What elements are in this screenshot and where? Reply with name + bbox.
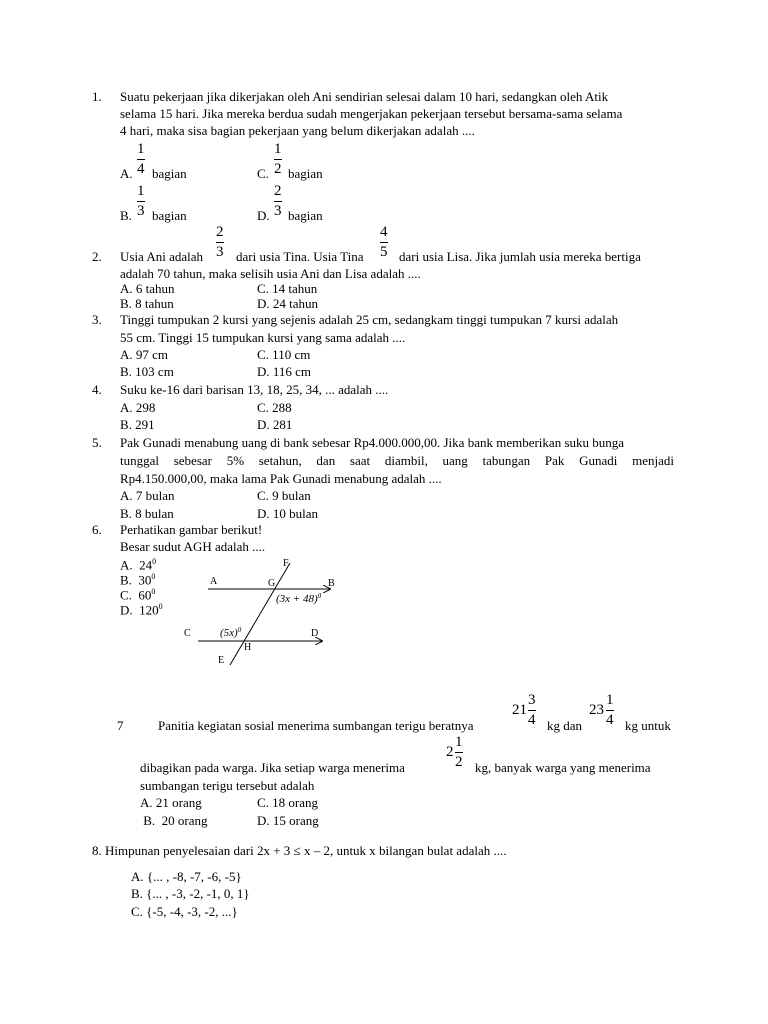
question-line: 55 cm. Tinggi 15 tumpukan kursi yang sama adalah ....	[120, 330, 406, 345]
option: C. 14 tahun	[257, 281, 318, 296]
fraction: 4 5	[380, 224, 388, 260]
question-text: kg, banyak warga yang menerima	[475, 760, 651, 775]
option: B. {... , -3, -2, -1, 0, 1}	[131, 886, 250, 901]
mixed-whole: 23	[589, 702, 604, 718]
option: C. 110 cm	[257, 347, 311, 362]
mixed-whole: 2	[446, 744, 454, 760]
option-letter: C.	[257, 166, 269, 181]
question-number: 2.	[92, 249, 102, 264]
question-number: 3.	[92, 312, 102, 327]
option-fraction: 1 4	[137, 141, 145, 177]
option: D. 15 orang	[257, 813, 319, 828]
label-a: A	[210, 576, 218, 587]
label-f: F	[283, 558, 289, 569]
option: C. 288	[257, 400, 292, 415]
option: B. 20 orang	[140, 813, 208, 828]
question-line: 4 hari, maka sisa bagian pekerjaan yang belum dikerjakan adalah ....	[120, 123, 475, 138]
option: B. 8 tahun	[120, 296, 174, 311]
question-text: 8. Himpunan penyelesaian dari 2x + 3 ≤ x – 2, untuk x bilangan bulat adalah ....	[92, 843, 507, 858]
question-line: Perhatikan gambar berikut!	[120, 522, 263, 537]
option: C. 18 orang	[257, 795, 319, 810]
option: A. 7 bulan	[120, 488, 175, 503]
option: A. 6 tahun	[120, 281, 175, 296]
question-text: dari usia Lisa. Jika jumlah usia mereka bertiga	[399, 249, 641, 264]
question-line: Rp4.150.000,00, maka lama Pak Gunadi menabung adalah ....	[120, 471, 442, 486]
option-unit: bagian	[288, 208, 323, 223]
question-text: Usia Ani adalah	[120, 249, 204, 264]
option-unit: bagian	[152, 208, 187, 223]
transversal-ef	[230, 563, 290, 665]
fraction: 1 4	[606, 692, 614, 728]
option-fraction: 1 2	[274, 141, 282, 177]
option: A. {... , -8, -7, -6, -5}	[131, 869, 242, 884]
question-line: Pak Gunadi menabung uang di bank sebesar Rp4.000.000,00. Jika bank memberikan suku bunga	[120, 435, 625, 450]
option-fraction: 1 3	[137, 183, 145, 219]
option: B. $30^0$	[120, 572, 156, 588]
question-number: 5.	[92, 435, 102, 450]
question-text: kg untuk	[625, 718, 671, 733]
option-unit: bagian	[288, 166, 323, 181]
label-d: D	[311, 628, 319, 639]
option: C. $60^0$	[120, 587, 156, 603]
fraction: 2 3	[216, 224, 224, 260]
question-line: Suatu pekerjaan jika dikerjakan oleh Ani sendirian selesai dalam 10 hari, sedangkan oleh Atik	[120, 89, 609, 104]
label-angle-1: $(3x + 48)^0$	[276, 592, 322, 605]
question-text: Panitia kegiatan sosial menerima sumbangan terigu beratnya	[158, 718, 474, 733]
option: A. $24^0$	[120, 557, 157, 573]
option: D. $120^0$	[120, 602, 163, 618]
question-line: adalah 70 tahun, maka selisih usia Ani dan Lisa adalah ....	[120, 266, 421, 281]
question-number: 6.	[92, 522, 102, 537]
question-line: Tinggi tumpukan 2 kursi yang sejenis adalah 25 cm, sedangkam tinggi tumpukan 7 kursi adalah	[120, 312, 619, 327]
label-b: B	[328, 578, 335, 589]
question-line: Suku ke-16 dari barisan 13, 18, 25, 34, ... adalah ....	[120, 382, 389, 397]
option: B. 103 cm	[120, 364, 174, 379]
question-line: tunggal sebesar 5% setahun, dan saat diambil, uang tabungan Pak Gunadi menjadi	[120, 453, 674, 468]
question-line: selama 15 hari. Jika mereka berdua sudah mengerjakan pekerjaan tersebut bersama-sama selama	[120, 106, 623, 121]
option-letter: B.	[120, 208, 132, 223]
mixed-whole: 21	[512, 702, 527, 718]
question-line: sumbangan terigu tersebut adalah	[140, 778, 315, 793]
label-h: H	[244, 642, 252, 653]
option-letter: D.	[257, 208, 270, 223]
option: D. 281	[257, 417, 293, 432]
option: A. 298	[120, 400, 156, 415]
option: D. 116 cm	[257, 364, 312, 379]
question-number: 1.	[92, 89, 102, 104]
question-line: Besar sudut AGH adalah ....	[120, 539, 266, 554]
label-e: E	[218, 655, 225, 666]
option: B. 8 bulan	[120, 506, 174, 521]
option: B. 291	[120, 417, 155, 432]
option-letter: A.	[120, 166, 133, 181]
option: D. 10 bulan	[257, 506, 319, 521]
option: C. {-5, -4, -3, -2, ...}	[131, 904, 238, 919]
question-text: dibagikan pada warga. Jika setiap warga menerima	[140, 760, 405, 775]
option: A. 21 orang	[140, 795, 202, 810]
fraction: 1 2	[455, 734, 463, 770]
option-unit: bagian	[152, 166, 187, 181]
option: A. 97 cm	[120, 347, 169, 362]
parallel-lines-figure	[180, 555, 340, 670]
question-number: 4.	[92, 382, 102, 397]
option: D. 24 tahun	[257, 296, 319, 311]
question-text: kg dan	[547, 718, 583, 733]
question-number: 7	[117, 718, 124, 733]
label-angle-2: $(5x)^0$	[220, 626, 242, 639]
fraction: 3 4	[528, 692, 536, 728]
label-g: G	[268, 578, 276, 589]
option: C. 9 bulan	[257, 488, 311, 503]
option-fraction: 2 3	[274, 183, 282, 219]
question-text: dari usia Tina. Usia Tina	[236, 249, 364, 264]
label-c: C	[184, 628, 191, 639]
